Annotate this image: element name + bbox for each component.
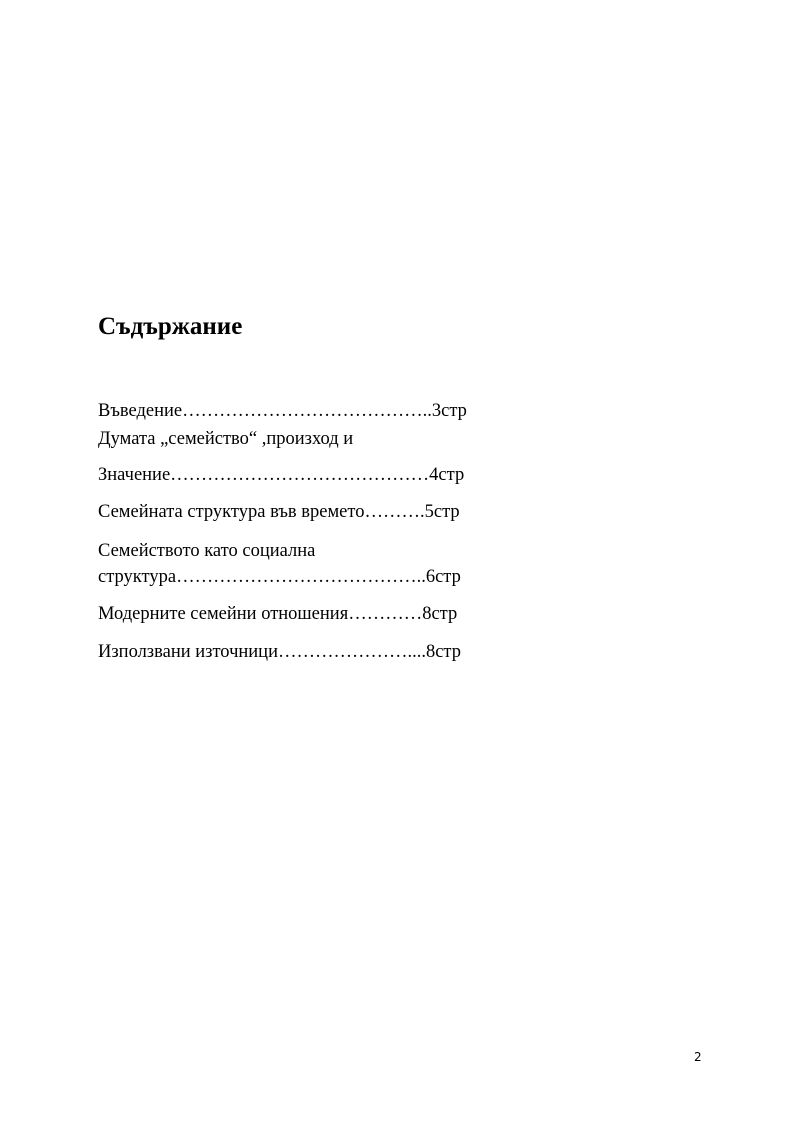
toc-title: Съдържание bbox=[98, 313, 243, 340]
toc-entry-word-family-line-2: Значение……………………………………4стр bbox=[98, 465, 465, 485]
toc-entry-introduction: Въведение…………………………………..3стр bbox=[98, 401, 467, 421]
page-number: 2 bbox=[694, 1050, 702, 1064]
toc-entry-social-structure-line-1: Семейството като социална bbox=[98, 541, 316, 561]
toc-entry-sources: Използвани източници…………………....8стр bbox=[98, 642, 461, 662]
toc-entry-family-structure: Семейната структура във времето……….5стр bbox=[98, 502, 460, 522]
toc-entry-social-structure-line-2: структура…………………………………..6стр bbox=[98, 567, 461, 587]
toc-entry-word-family-line-1: Думата „семейство“ ,произход и bbox=[98, 429, 354, 449]
toc-entry-modern-relations: Модерните семейни отношения…………8стр bbox=[98, 604, 458, 624]
